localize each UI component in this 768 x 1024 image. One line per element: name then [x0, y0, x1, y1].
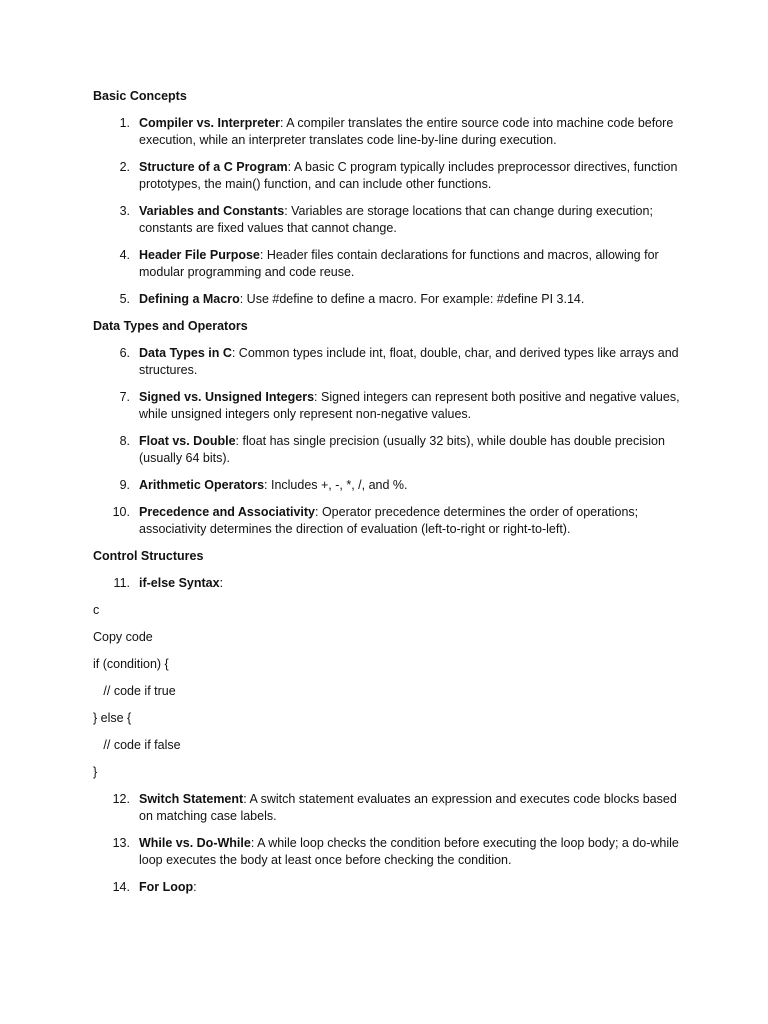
- item-number: 12.: [112, 792, 130, 806]
- list-item: [93, 345, 683, 379]
- item-term: Defining a Macro: [139, 292, 240, 306]
- item-text: : float has single precision (usually 32 bits), while double has double precision (usually 64 bits).: [139, 434, 665, 465]
- section-heading-control-structures: Control Structures: [93, 549, 204, 563]
- list-item: [93, 504, 683, 538]
- item-text: : Header files contain declarations for functions and macros, allowing for modular programming and code reuse.: [139, 248, 659, 279]
- item-text: : Operator precedence determines the order of operations; associativity determines the direction of evaluation (left-to-right or right-to-left).: [139, 505, 639, 536]
- item-number: 5.: [119, 292, 130, 306]
- item-text: : Use #define to define a macro. For example: #define PI 3.14.: [239, 292, 585, 306]
- list-data-types: [93, 345, 683, 538]
- item-term: For Loop: [139, 880, 194, 894]
- list-item: [93, 247, 683, 281]
- item-number: 14.: [112, 880, 130, 894]
- list-item: [93, 879, 683, 896]
- list-item: [93, 433, 683, 467]
- item-text: : Includes +, -, *, /, and %.: [264, 478, 408, 492]
- item-number: 2.: [119, 160, 130, 174]
- section-heading-basic-concepts: Basic Concepts: [93, 89, 187, 103]
- item-term: if-else Syntax: [139, 576, 220, 590]
- item-term: Compiler vs. Interpreter: [139, 116, 281, 130]
- item-number: 3.: [119, 204, 130, 218]
- item-term: Float vs. Double: [139, 434, 236, 448]
- list-control-structures: [93, 575, 683, 592]
- list-item: [93, 115, 683, 149]
- list-item: [93, 835, 683, 869]
- list-item: [93, 203, 683, 237]
- section-heading-data-types: Data Types and Operators: [93, 319, 248, 333]
- code-line: } else {: [93, 711, 132, 725]
- item-term: Header File Purpose: [139, 248, 260, 262]
- item-number: 6.: [119, 346, 130, 360]
- code-line: if (condition) {: [93, 657, 169, 671]
- document-page: [93, 88, 683, 906]
- item-text: :: [219, 576, 224, 590]
- item-term: Switch Statement: [139, 792, 244, 806]
- item-text: : A basic C program typically includes preprocessor directives, function prototypes, the main() function, and can include other functions.: [139, 160, 678, 191]
- list-control-structures-continued: [93, 791, 683, 896]
- code-language-label: c: [93, 603, 100, 617]
- list-item: [93, 291, 683, 308]
- item-term: Structure of a C Program: [139, 160, 288, 174]
- item-term: Precedence and Associativity: [139, 505, 316, 519]
- item-number: 10.: [112, 505, 130, 519]
- item-text: : Signed integers can represent both positive and negative values, while unsigned integers only represent non-negative values.: [139, 390, 680, 421]
- item-term: Variables and Constants: [139, 204, 285, 218]
- list-item: [93, 575, 683, 592]
- item-text: : Variables are storage locations that can change during execution; constants are fixed values that cannot change.: [139, 204, 653, 235]
- list-item: [93, 159, 683, 193]
- item-number: 4.: [119, 248, 130, 262]
- copy-code-label[interactable]: Copy code: [93, 630, 153, 644]
- item-text: : A while loop checks the condition before executing the loop body; a do-while loop executes the body at least once before checking the condition.: [139, 836, 679, 867]
- item-text: : A switch statement evaluates an expression and executes code blocks based on matching case labels.: [139, 792, 677, 823]
- code-line: }: [93, 765, 98, 779]
- list-item: [93, 389, 683, 423]
- item-number: 1.: [119, 116, 130, 130]
- item-text: : Common types include int, float, double, char, and derived types like arrays and structures.: [139, 346, 679, 377]
- item-number: 11.: [113, 576, 130, 590]
- item-term: Signed vs. Unsigned Integers: [139, 390, 315, 404]
- code-block: [93, 602, 683, 781]
- list-item: [93, 791, 683, 825]
- item-number: 7.: [119, 390, 130, 404]
- list-basic-concepts: [93, 115, 683, 308]
- code-line: // code if true: [93, 684, 176, 698]
- item-text: :: [193, 880, 197, 894]
- item-number: 8.: [119, 434, 130, 448]
- list-item: [93, 477, 683, 494]
- item-term: Data Types in C: [139, 346, 232, 360]
- item-number: 9.: [119, 478, 130, 492]
- item-number: 13.: [112, 836, 130, 850]
- item-term: While vs. Do-While: [139, 836, 251, 850]
- item-term: Arithmetic Operators: [139, 478, 265, 492]
- item-text: : A compiler translates the entire source code into machine code before execution, while an interpreter translates code line-by-line during execution.: [139, 116, 674, 147]
- code-line: // code if false: [93, 738, 181, 752]
